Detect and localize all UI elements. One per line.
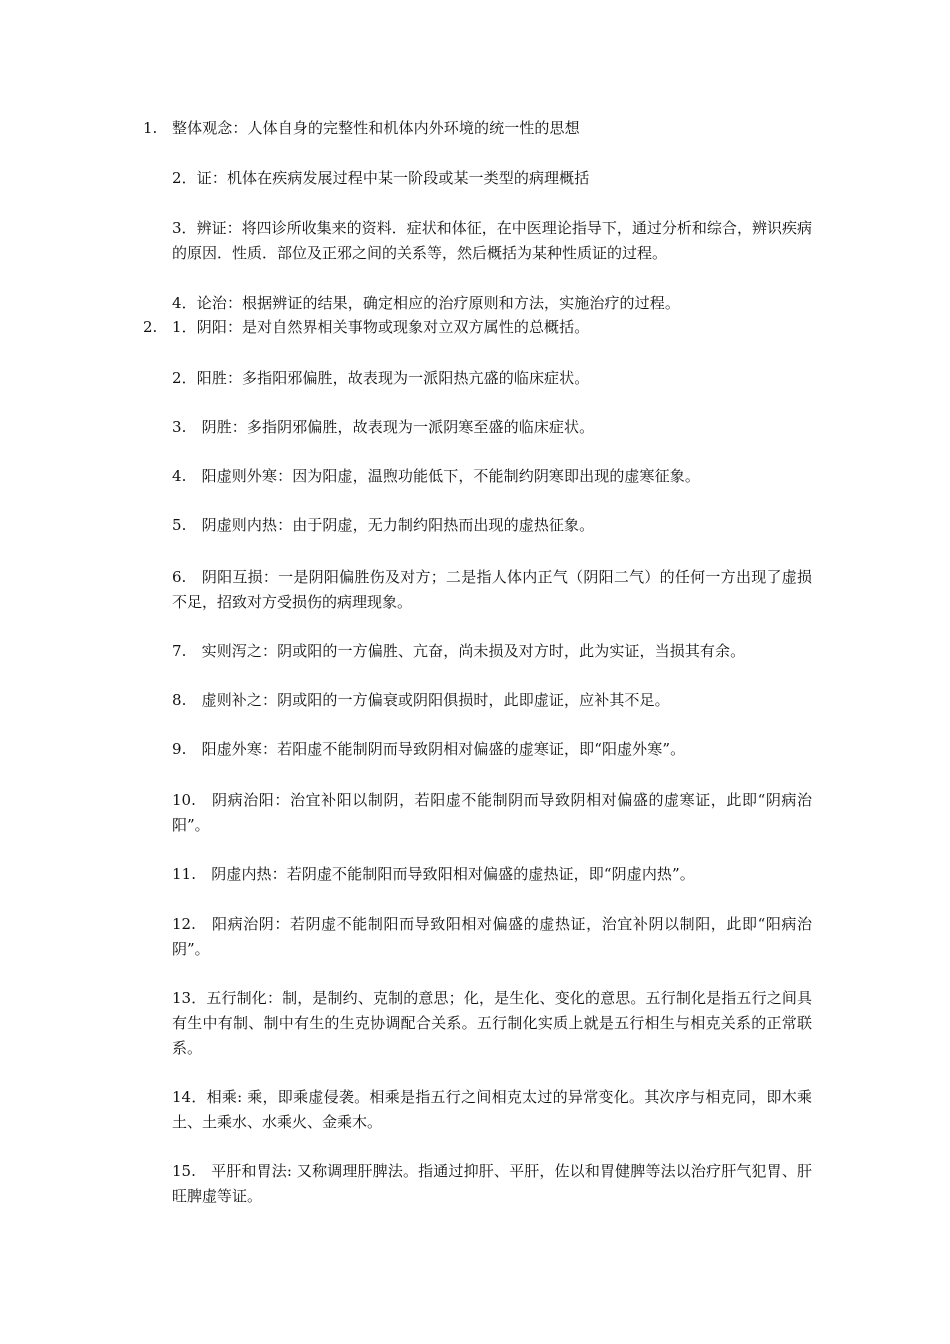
section-number: 2. (143, 318, 158, 336)
list-item: 4．论治：根据辨证的结果，确定相应的治疗原则和方法，实施治疗的过程。 (172, 294, 680, 312)
list-item: 11. 阴虚内热：若阴虚不能制阳而导致阳相对偏盛的虚热证，即“阴虚内热”。 (172, 865, 695, 883)
list-item: 5. 阴虚则内热：由于阴虚，无力制约阳热而出现的虚热征象。 (172, 516, 595, 534)
list-item: 7. 实则泻之：阴或阳的一方偏胜、亢奋，尚未损及对方时，此为实证，当损其有余。 (172, 642, 746, 660)
list-item: 12. 阳病治阴：若阴虚不能制阳而导致阳相对偏盛的虚热证，治宜补阴以制阳，此即“阳病治阴”。 (172, 915, 812, 958)
list-item: 15. 平肝和胃法: 又称调理肝脾法。指通过抑肝、平肝，佐以和胃健脾等法以治疗肝气犯胃、肝旺脾虚等证。 (172, 1162, 812, 1205)
list-item: 2．证：机体在疾病发展过程中某一阶段或某一类型的病理概括 (172, 169, 590, 187)
list-item: 10. 阴病治阳：治宜补阳以制阴，若阳虚不能制阴而导致阴相对偏盛的虚寒证，此即“阴病治阳”。 (172, 791, 812, 834)
list-item: 9. 阳虚外寒：若阳虚不能制阴而导致阴相对偏盛的虚寒证，即“阳虚外寒”。 (172, 740, 686, 758)
list-item: 3．辨证：将四诊所收集来的资料．症状和体征，在中医理论指导下，通过分析和综合，辨识疾病的原因．性质．部位及正邪之间的关系等，然后概括为某种性质证的过程。 (172, 219, 812, 262)
list-item: 8. 虚则补之：阴或阳的一方偏衰或阴阳俱损时，此即虚证，应补其不足。 (172, 691, 670, 709)
list-item: 整体观念：人体自身的完整性和机体内外环境的统一性的思想 (172, 119, 580, 137)
list-item: 2．阳胜：多指阳邪偏胜，故表现为一派阳热亢盛的临床症状。 (172, 369, 590, 387)
list-item: 13．五行制化：制，是制约、克制的意思；化，是生化、变化的意思。五行制化是指五行之间具有生中有制、制中有生的生克协调配合关系。五行制化实质上就是五行相生与相克关系的正常联系。 (172, 989, 812, 1057)
list-item: 6. 阴阳互损：一是阴阳偏胜伤及对方；二是指人体内正气（阴阳二气）的任何一方出现了虚损不足，招致对方受损伤的病理现象。 (172, 568, 812, 611)
list-item: 3. 阴胜：多指阴邪偏胜，故表现为一派阴寒至盛的临床症状。 (172, 418, 595, 436)
section-number: 1. (143, 119, 158, 137)
list-item: 14．相乘: 乘，即乘虚侵袭。相乘是指五行之间相克太过的异常变化。其次序与相克同，即木乘土、土乘水、水乘火、金乘木。 (172, 1088, 812, 1131)
list-item: 1．阴阳：是对自然界相关事物或现象对立双方属性的总概括。 (172, 318, 590, 336)
list-item: 4. 阳虚则外寒：因为阳虚，温煦功能低下，不能制约阴寒即出现的虚寒征象。 (172, 467, 700, 485)
